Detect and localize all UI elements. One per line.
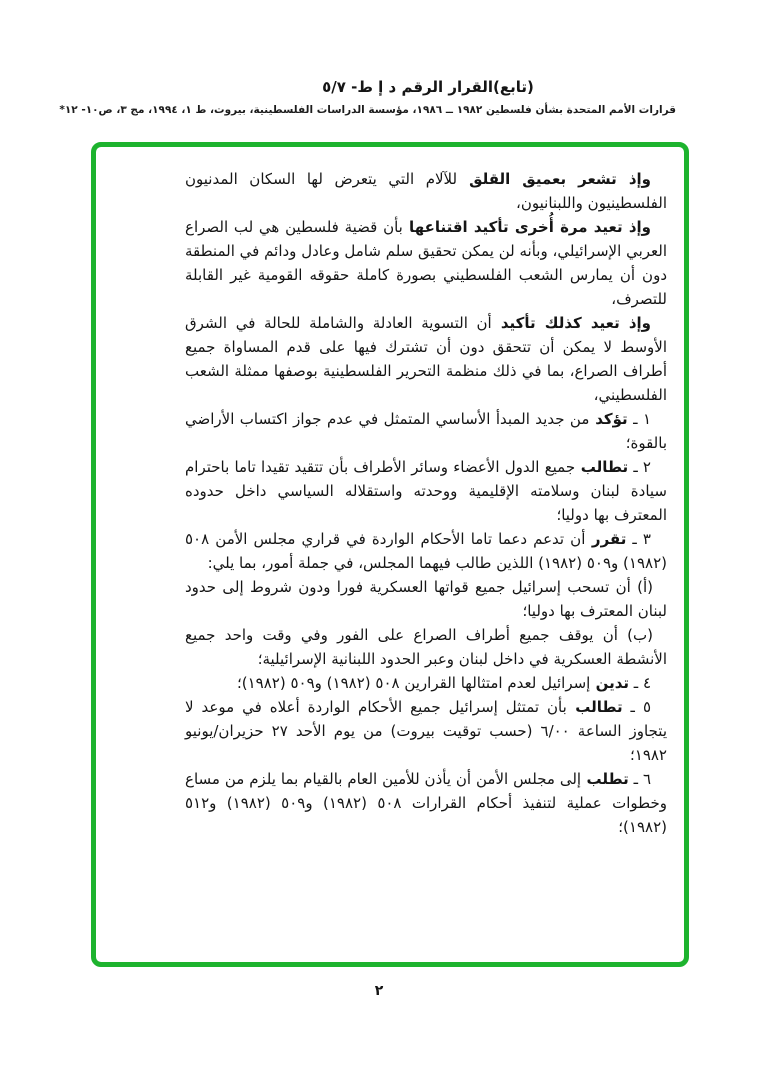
paragraph-item-3 — [185, 527, 667, 575]
paragraph-subitem-b — [185, 623, 667, 671]
item-number: ٥ ـ — [622, 698, 651, 716]
lead-phrase: وإذ تشعر بعميق القلق — [457, 170, 651, 188]
resolution-body — [185, 167, 667, 839]
item-number: (أ) — [630, 578, 653, 596]
paragraph-text: أن التسوية العادلة والشاملة للحالة في الشرق الأوسط لا يمكن أن تتحقق دون أن تشترك فيها على قدم المساواة جميع أطراف الصراع، بما في ذلك منظمة التحرير الفلسطينية بوصفها ممثلة الشعب الفلسطيني، — [185, 314, 667, 404]
lead-phrase: تقرر — [585, 530, 627, 548]
item-number: ٣ ـ — [626, 530, 651, 548]
paragraph-text: أن يوقف جميع أطراف الصراع على الفور وفي وقت واحد جميع الأنشطة العسكرية في داخل لبنان وعبر الحدود اللبنانية الإسرائيلية؛ — [185, 626, 667, 668]
document-title: (تابع)القرار الرقم د إ ط- ٥/٧ — [322, 78, 534, 96]
paragraph-preamble-2 — [185, 215, 667, 311]
lead-phrase: تطالب — [566, 698, 623, 716]
paragraph-text: أن تسحب إسرائيل جميع قواتها العسكرية فورا ودون شروط إلى حدود لبنان المعترف بها دوليا؛ — [185, 578, 667, 620]
source-citation: قرارات الأمم المتحدة بشأن فلسطين ١٩٨٢ ــ ١٩٨٦، مؤسسة الدراسات الفلسطينية، بيروت، ط ١، ١٩٩٤، مج ٣، ص١٠- ١٢* — [59, 104, 676, 116]
paragraph-item-2 — [185, 455, 667, 527]
lead-phrase: تدين — [590, 674, 629, 692]
paragraph-text: إسرائيل لعدم امتثالها القرارين ٥٠٨ (١٩٨٢) و٥٠٩ (١٩٨٢)؛ — [237, 674, 591, 692]
item-number: ٦ ـ — [628, 770, 651, 788]
paragraph-preamble-1 — [185, 167, 667, 215]
item-number: ١ ـ — [627, 410, 651, 428]
lead-phrase: وإذ تعيد كذلك تأكيد — [491, 314, 652, 332]
item-number: (ب) — [617, 626, 653, 644]
paragraph-text: بأن تمتثل إسرائيل جميع الأحكام الواردة أعلاه في موعد لا يتجاوز الساعة ٦/٠٠ (حسب توقيت بيروت) من يوم الأحد ٢٧ حزيران/يونيو ١٩٨٢؛ — [185, 698, 667, 764]
paragraph-text: من جديد المبدأ الأساسي المتمثل في عدم جواز اكتساب الأراضي بالقوة؛ — [185, 410, 667, 452]
paragraph-preamble-3 — [185, 311, 667, 407]
paragraph-text: جميع الدول الأعضاء وسائر الأطراف بأن تتقيد تقيدا تاما باحترام سيادة لبنان وسلامته الإقليمية ووحدته واستقلاله السياسي داخل حدوده المعترف بها دوليا؛ — [185, 458, 667, 524]
item-number: ٢ ـ — [628, 458, 651, 476]
paragraph-item-1 — [185, 407, 667, 455]
item-number: ٤ ـ — [629, 674, 651, 692]
paragraph-item-6 — [185, 767, 667, 839]
lead-phrase: تطلب — [581, 770, 629, 788]
lead-phrase: وإذ تعيد مرة أُخرى تأكيد اقتناعها — [402, 218, 651, 236]
paragraph-subitem-a — [185, 575, 667, 623]
paragraph-text: للآلام التي يتعرض لها السكان المدنيون الفلسطينيون واللبنانيون، — [185, 170, 667, 212]
lead-phrase: تطالب — [575, 458, 629, 476]
paragraph-text: إلى مجلس الأمن أن يأذن للأمين العام بالقيام بما يلزم من مساع وخطوات عملية لتنفيذ أحكام القرارات ٥٠٨ (١٩٨٢) و٥٠٩ (١٩٨٢) و٥١٢ (١٩٨٢)؛ — [185, 770, 667, 836]
paragraph-item-5 — [185, 695, 667, 767]
paragraph-text: بأن قضية فلسطين هي لب الصراع العربي الإسرائيلي، وبأنه لن يمكن تحقيق سلم شامل وعادل ودائم في المنطقة دون أن يمارس الشعب الفلسطيني بصورة كاملة حقوقه القومية غير القابلة للتصرف، — [185, 218, 667, 308]
paragraph-text: أن تدعم دعما تاما الأحكام الواردة في قراري مجلس الأمن ٥٠٨ (١٩٨٢) و٥٠٩ (١٩٨٢) اللذين طالب فيهما المجلس، في جملة أمور، بما يلي: — [185, 530, 667, 572]
paragraph-item-4 — [185, 671, 667, 695]
page-number: ٢ — [374, 983, 384, 999]
lead-phrase: تؤكد — [589, 410, 628, 428]
